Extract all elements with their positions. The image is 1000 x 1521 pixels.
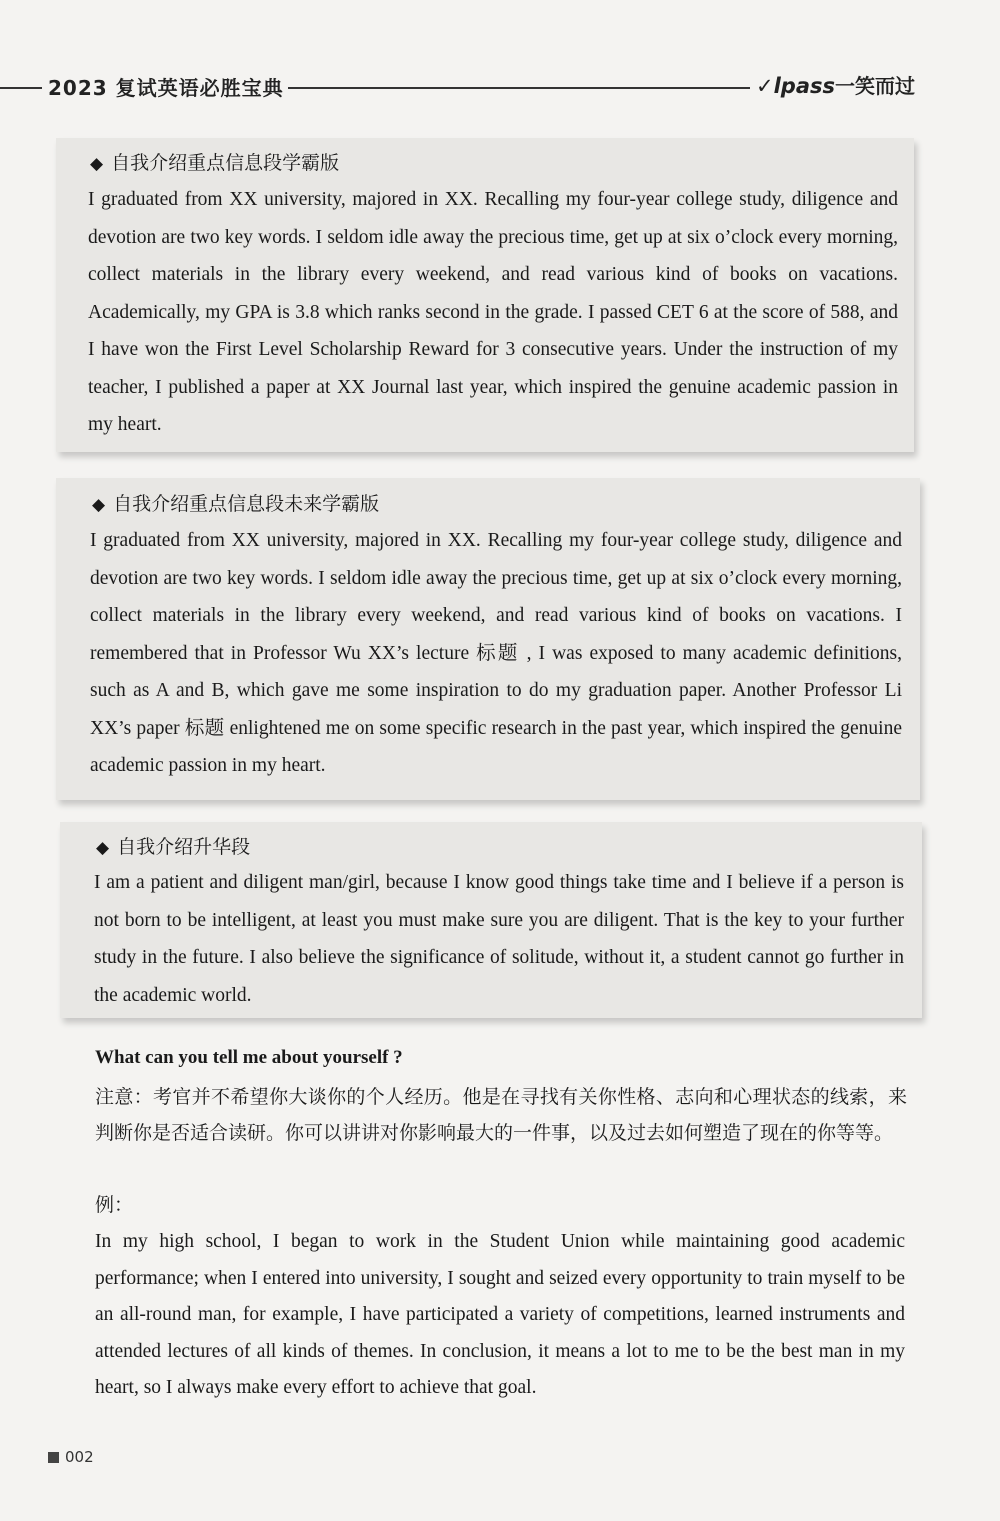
book-title: 2023 复试英语必胜宝典 — [48, 76, 284, 100]
brand-tagline: 一笑而过 — [835, 74, 915, 98]
page-number — [48, 1448, 94, 1466]
section-title-1 — [90, 148, 339, 175]
page-header — [0, 66, 1000, 106]
example-label: 例： — [95, 1194, 134, 1216]
section-title-2 — [92, 489, 379, 516]
section-body-1: I graduated from XX university, majored in XX. Recalling my four-year college study, diligence and devotion are two key words. I seldom idle away the precious time, get up at six o’clock every morning, collect materials in the library every weekend, and read various kind of books on vacations. Academically, my GPA is 3.8 which ranks second in the grade. I passed CET 6 at the score of 588, and I have won the First Level Scholarship Reward for 3 consecutive years. Under the instruction of my teacher, I published a paper at XX Journal last year, which inspired the genuine academic passion in my heart. — [88, 189, 898, 435]
section-body-3: I am a patient and diligent man/girl, because I know good things take time and I believe if a person is not born to be intelligent, at least you must make sure you are diligent. That is the key to your further study in the future. I also believe the significance of solitude, without it, a student cannot go further in the academic world. — [94, 872, 904, 1006]
question-heading: What can you tell me about yourself ? — [95, 1047, 403, 1068]
square-bullet-icon — [48, 1452, 59, 1463]
section-title-text: 自我介绍重点信息段未来学霸版 — [113, 493, 380, 515]
section-title-text: 自我介绍重点信息段学霸版 — [111, 152, 340, 174]
diamond-bullet-icon: ◆ — [90, 154, 104, 174]
section-body-2: I graduated from XX university, majored in XX. Recalling my four-year college study, diligence and devotion are two key words. I seldom idle away the precious time, get up at six o’clock every morning, collect materials in the library every weekend, and read various kind of books on vacations. I remembered that in Professor Wu XX’s lecture 标题 , I was exposed to many academic definitions, such as A and B, which gave me some inspiration to do my graduation paper. Another Professor Li XX’s paper 标题 enlightened me on some specific research in the past year, which inspired the genuine academic passion in my heart. — [90, 530, 902, 776]
header-rule-left — [0, 87, 42, 89]
diamond-bullet-icon: ◆ — [96, 838, 110, 858]
page-number-text: 002 — [65, 1448, 94, 1466]
section-title-3 — [96, 832, 250, 859]
diamond-bullet-icon: ◆ — [92, 495, 106, 515]
brand-logo: ✓lpass — [756, 74, 835, 98]
question-note: 注意：考官并不希望你大谈你的个人经历。他是在寻找有关你性格、志向和心理状态的线索，来判断你是否适合读研。你可以讲讲对你影响最大的一件事，以及过去如何塑造了现在的你等等。 — [95, 1086, 907, 1144]
section-title-text: 自我介绍升华段 — [117, 836, 251, 858]
header-rule-middle — [288, 87, 750, 89]
example-body: In my high school, I began to work in the Student Union while maintaining good academic performance; when I entered into university, I sought and seized every opportunity to train myself to be an all-round man, for example, I have participated a variety of competitions, learned instruments and attended lectures of all kinds of themes. In conclusion, it means a lot to me to be the best man in my heart, so I always make every effort to achieve that goal. — [95, 1231, 905, 1398]
brand — [756, 70, 915, 99]
